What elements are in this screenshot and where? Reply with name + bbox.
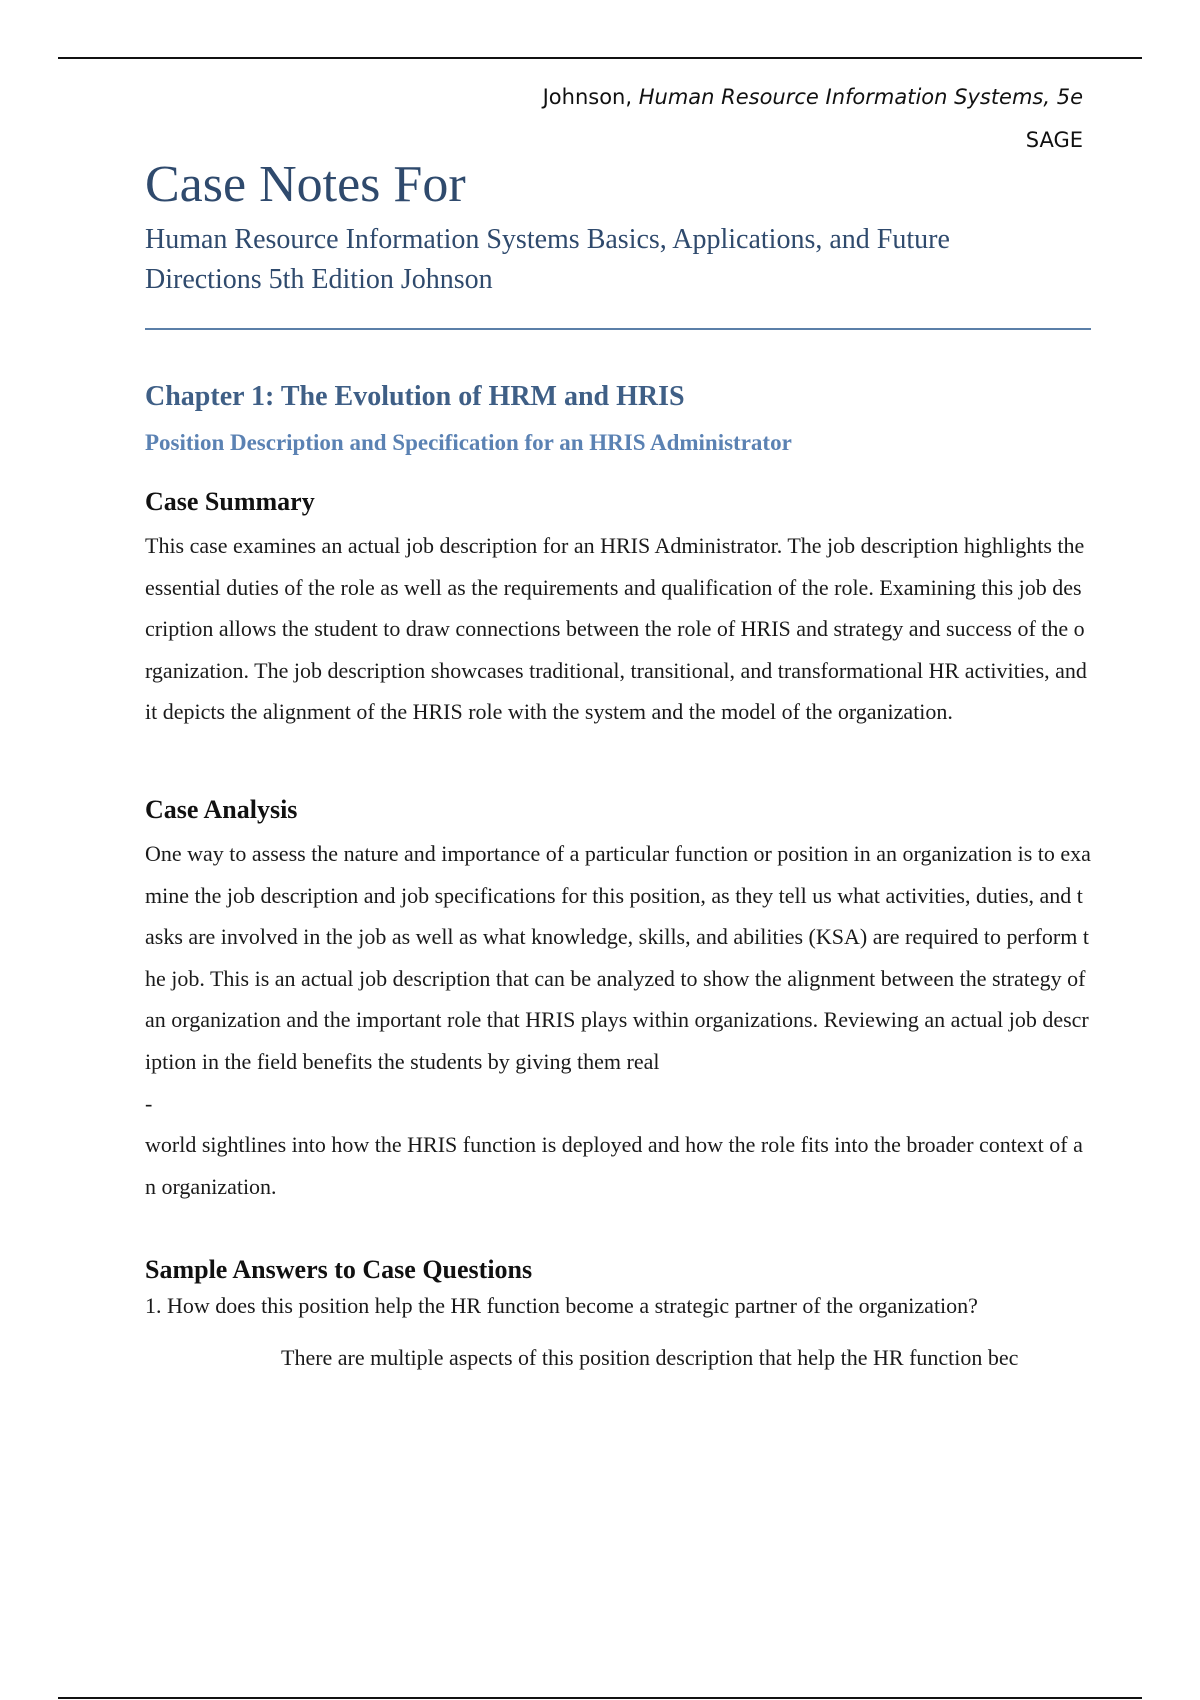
case-answer-1: There are multiple aspects of this position description that help the HR function bec	[281, 1345, 1019, 1371]
case-analysis-text	[145, 833, 1091, 1207]
chapter-heading: Chapter 1: The Evolution of HRM and HRIS	[145, 381, 685, 412]
case-summary-heading: Case Summary	[145, 487, 315, 516]
case-question-1: 1. How does this position help the HR function become a strategic partner of the organization?	[145, 1293, 978, 1319]
title-divider	[145, 328, 1091, 330]
case-summary-text: This case examines an actual job description for an HRIS Administrator. The job description highlights the essential duties of the role as well as the requirements and qualification of the role. Examining this job description allows the student to draw connections between the role of HRIS and strategy and success of the organization. The job description showcases traditional, transitional, and transformational HR activities, and it depicts the alignment of the HRIS role with the system and the model of the organization.	[145, 533, 1087, 725]
header-citation	[543, 76, 1083, 119]
header-author: Johnson,	[542, 85, 639, 109]
document-body	[145, 150, 1091, 1375]
bottom-rule	[58, 1697, 1142, 1699]
case-analysis-paragraph-1: One way to assess the nature and importance of a particular function or position in an organization is to examine the job description and job specifications for this position, as they tell us what activities, duties, and tasks are involved in the job as well as what knowledge, skills, and abilities (KSA) are required to perform the job. This is an actual job description that can be analyzed to show the alignment between the strategy of an organization and the important role that HRIS plays within organizations. Reviewing an actual job description in the field benefits the students by giving them real	[145, 840, 1091, 1074]
case-analysis-heading: Case Analysis	[145, 794, 298, 824]
case-analysis-dash: -	[145, 1090, 153, 1116]
case-analysis-paragraph-2: world sightlines into how the HRIS function is deployed and how the role fits into the broader context of an organization.	[145, 1132, 1083, 1199]
header-publisher: SAGE	[1025, 128, 1083, 152]
header-book-title: Human Resource Information Systems, 5e	[638, 85, 1083, 109]
sample-answers-heading: Sample Answers to Case Questions	[145, 1255, 533, 1285]
case-title: Position Description and Specification for an HRIS Administrator	[145, 430, 792, 455]
top-rule	[58, 57, 1142, 59]
document-title: Case Notes For	[145, 156, 466, 213]
document-subtitle: Human Resource Information Systems Basics, Applications, and Future Directions 5th Edition Johnson	[145, 224, 950, 295]
